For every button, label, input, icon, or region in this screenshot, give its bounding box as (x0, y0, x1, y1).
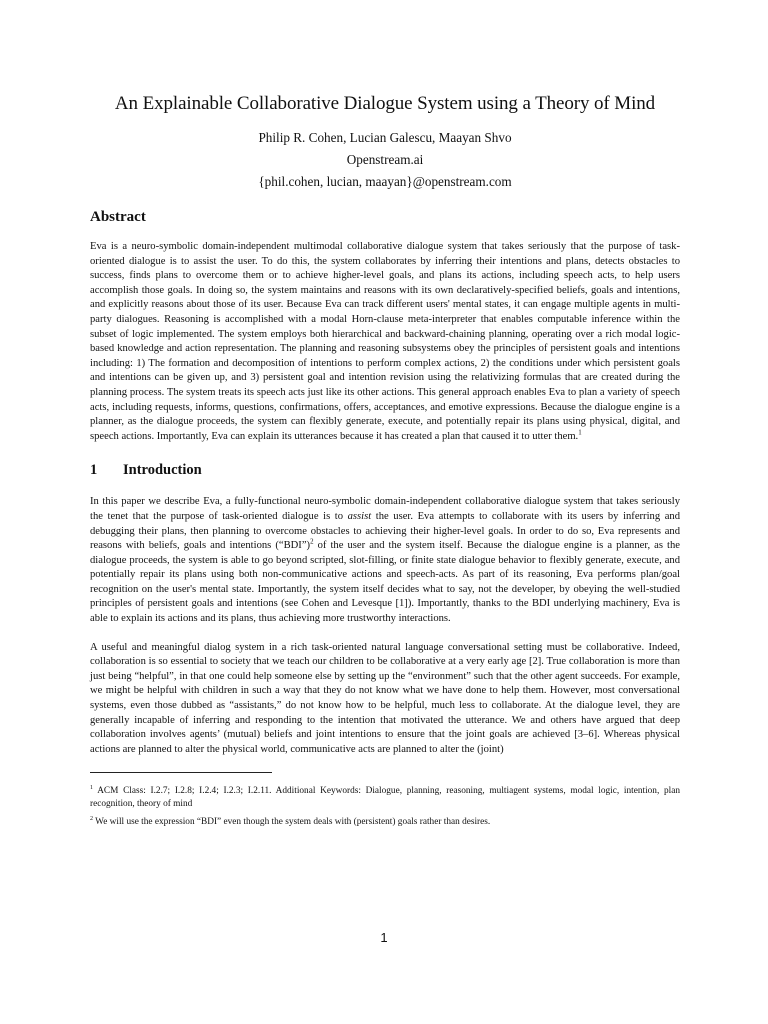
abstract-heading: Abstract (90, 209, 146, 225)
section-number: 1 (90, 462, 98, 479)
abstract-text (90, 240, 680, 444)
footnote-ref-1[interactable]: 1 (578, 429, 582, 437)
abstract-body: Eva is a neuro-symbolic domain-independent multimodal collaborative dialogue system that takes seriously that the purpose of task-oriented dialogue is to assist the user. To do this, the system collaborates by inferring their intentions and plans, detects obstacles to success, finds plans to overcome them or to achieve higher-level goals, and plans its actions, including speech acts, to help users accomplish those goals. In doing so, the system maintains and reasons with its own declaratively-specified beliefs, goals and intentions, and explicitly reasons about those of its user. Because Eva can track different users' mental states, it can engage multiple agents in multi-party dialogues. Reasoning is accomplished with a modal Horn-clause meta-interpreter that enables computable inference within the subset of logic implemented. The system employs both hierarchical and backward-chaining planning, operating over a rich modal logic-based knowledge and action representation. The planning and reasoning subsystems obey the principles of persistent goals and intentions including: 1) The formation and decomposition of intentions to perform complex actions, 2) the conditions under which persistent goals and intentions can be given up, and 3) persistent goal and intention revision using the relativizing formulas that are created during the planning process. The system treats its speech acts just like its other actions. This general approach enables Eva to plan a variety of speech acts, including requests, informs, questions, confirmations, offers, acceptances, and emotive expressions. Because the dialogue engine is a planner, as the dialogue proceeds, the system can flexibly generate, execute, and potentially repair its plans using physical, digital, and speech actions. Importantly, Eva can explain its utterances because it has created a plan that caused it to utter them. (90, 241, 680, 442)
footnote-1 (90, 785, 680, 810)
section-heading-introduction (90, 461, 680, 479)
author-emails: {phil.cohen, lucian, maayan}@openstream.com (258, 174, 512, 189)
intro-p1-text-c: of the user and the system itself. Because the dialogue engine is a planner, as the dialogue proceeds, the system is able to go beyond scripted, slot-filling, or finite state dialogue behavior to flexibly generate, execute, and potentially repair its plans using both non-communicative actions and speech-acts. As part of its reasoning, Eva performs plan/goal recognition on the user's mental state. Importantly, the system itself decides what to say, not the developer, by obeying the well-studied principles of persistent goals and intentions (see Cohen and Levesque [1]). Importantly, thanks to the BDI underlying machinery, Eva is able to explain its actions and its plans, thus achieving more trustworthy interactions. (90, 540, 681, 625)
intro-p1-text-a: In this paper we describe Eva, a fully-functional neuro-symbolic domain-independent collaborative dialogue system that takes seriously the tenet that the purpose of task-oriented dialogue is to (90, 496, 680, 522)
intro-p1-text-b: the user. Eva attempts to collaborate with its users by inferring and debugging their plans, then planning to overcome obstacles to achieving their higher-level goals. In order to do so, Eva represents and reasons with beliefs, goals and intentions (“BDI”) (90, 510, 681, 552)
footnote-1-mark: 1 (90, 785, 94, 792)
footnote-1-text: ACM Class: I.2.7; I.2.8; I.2.4; I.2.3; I.2.11. Additional Keywords: Dialogue, planning, reasoning, multiagent systems, modal logic, intention, plan recognition, theory of mind (90, 786, 680, 809)
page-number: 1 (380, 930, 388, 945)
footnote-2-text: We will use the expression “BDI” even though the system deals with (persistent) goals rather than desires. (93, 816, 491, 827)
footnote-ref-2[interactable]: 2 (310, 538, 314, 546)
footnote-divider (90, 772, 272, 773)
intro-p1-emphasis: assist (347, 510, 372, 522)
affiliation: Openstream.ai (346, 152, 424, 167)
paper-page (90, 92, 680, 833)
intro-paragraph-2: A useful and meaningful dialog system in a rich task-oriented natural language conversational setting must be collaborative. Indeed, collaboration is so essential to society that we teach our children to be collaborative at a very early age [2]. True collaboration is more than just being “helpful”, in that one could help someone else by setting up the “environment” such that the other agent succeeds. For example, we might be helpful with children in such a way that they do not know what we have done to help them. However, most conversational systems, even those dubbed as “assistants,” do not know how to be helpful, much less to collaborate. At the dialogue level, they are generally incapable of inferring and responding to the intention that motivated the utterance. We and others have argued that deep collaboration involves agents’ (mutual) beliefs and joint intentions to ensure that the joint goals are achieved [3–6]. Whereas physical actions are planned to alter the physical world, communicative acts are planned to alter the (joint) (90, 641, 680, 755)
intro-paragraph-1 (90, 495, 680, 626)
paper-title: An Explainable Collaborative Dialogue System using a Theory of Mind (114, 93, 656, 114)
section-title: Introduction (123, 462, 202, 479)
footnote-2-mark: 2 (90, 815, 94, 822)
paragraph-gap (90, 627, 680, 641)
footnote-2 (90, 816, 680, 829)
author-list: Philip R. Cohen, Lucian Galescu, Maayan Shvo (258, 130, 512, 145)
